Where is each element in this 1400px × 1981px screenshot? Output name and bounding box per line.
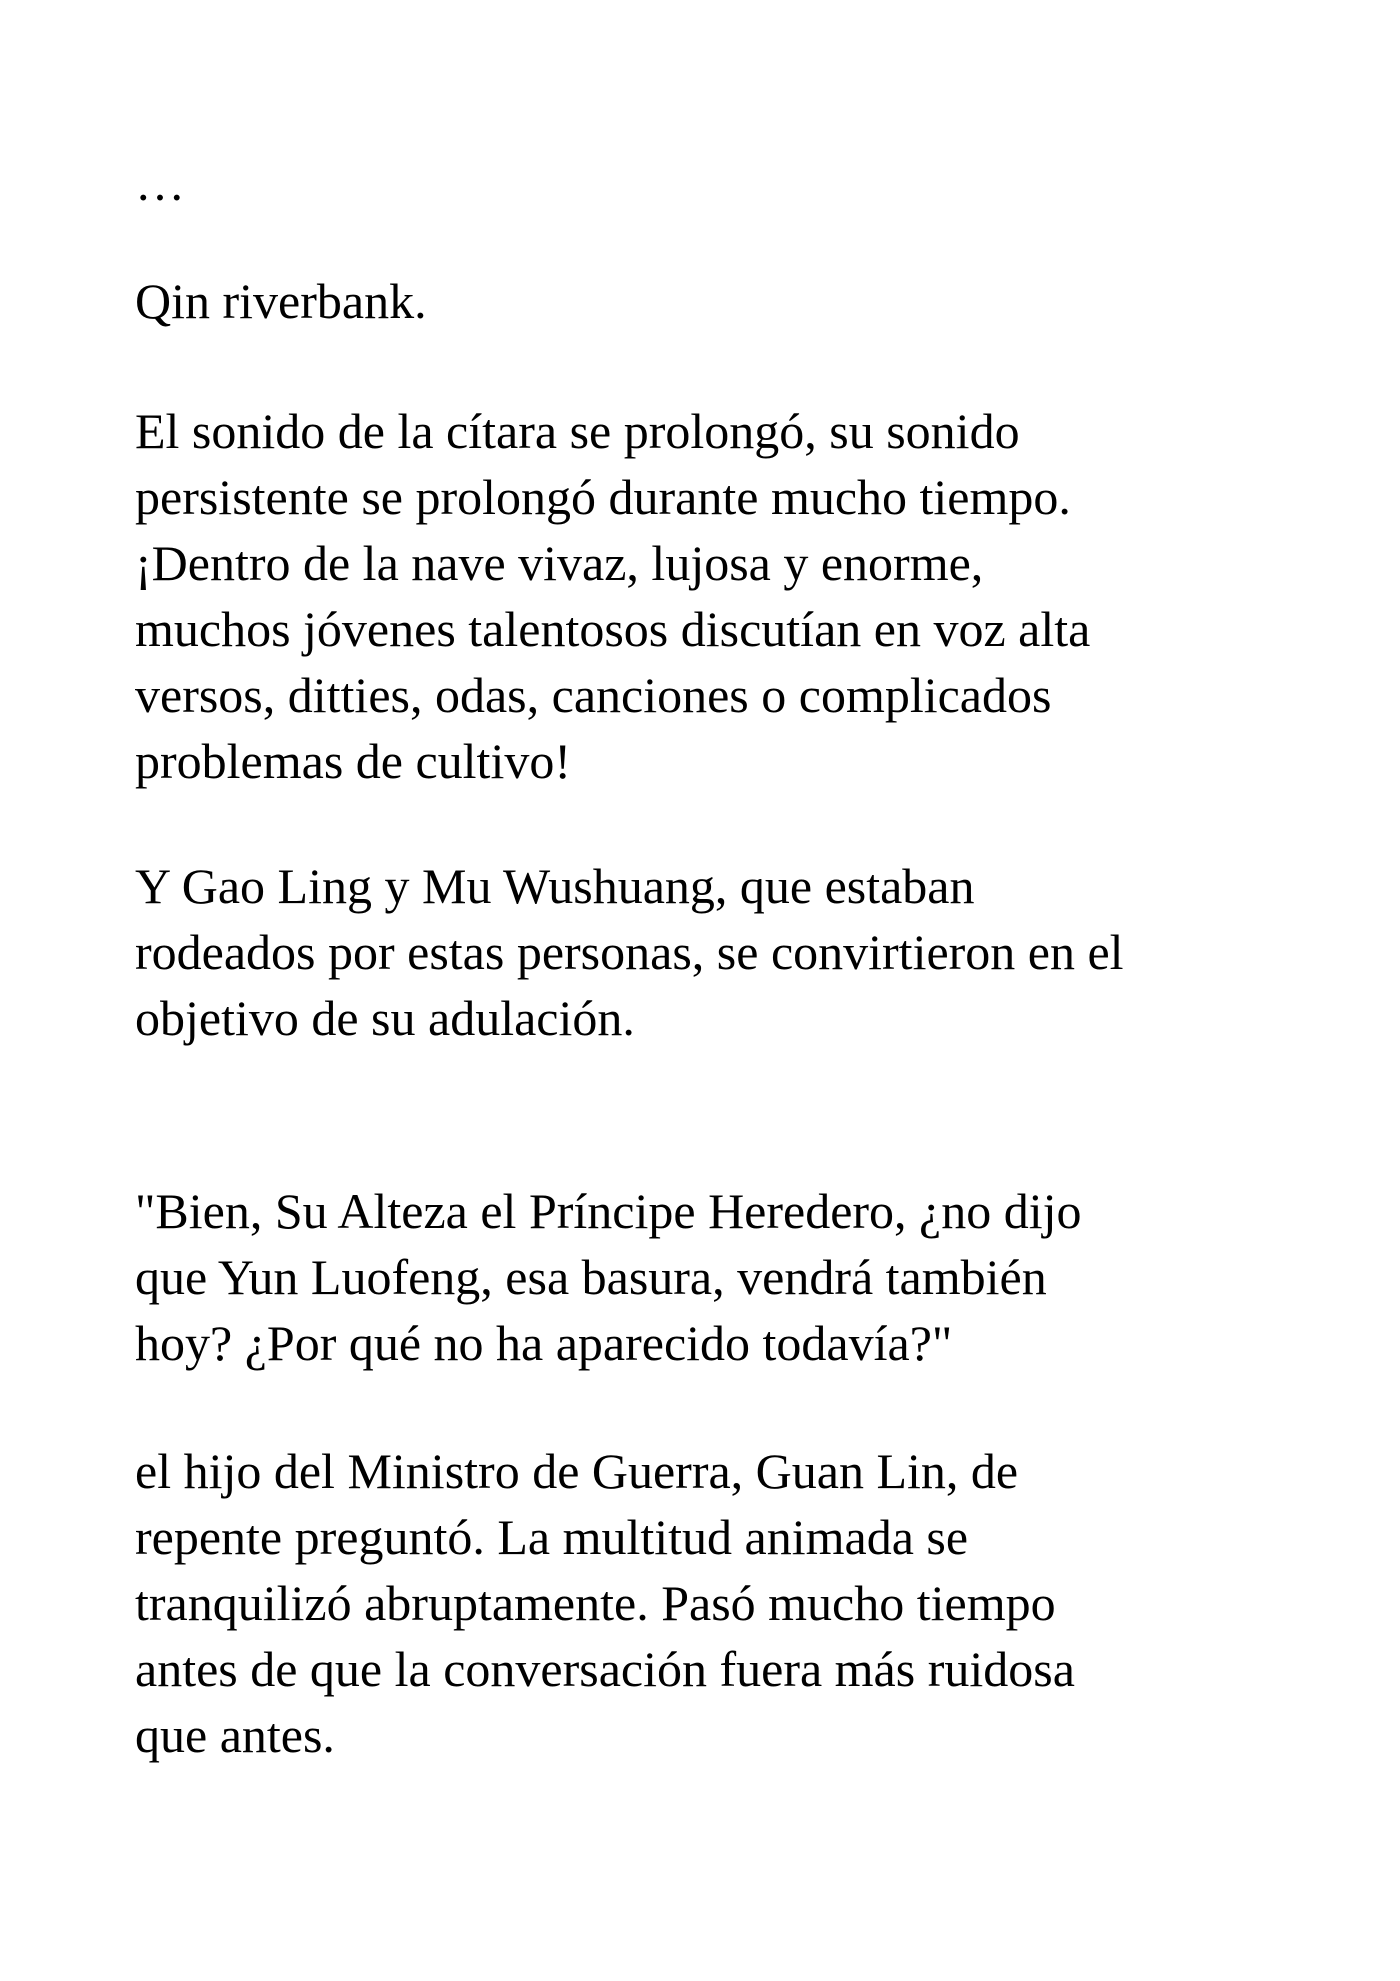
text-line: tranquilizó abruptamente. Pasó mucho tiempo (135, 1575, 1056, 1631)
zither-paragraph (135, 398, 1315, 794)
text-line: repente preguntó. La multitud animada se (135, 1509, 969, 1565)
text-line: el hijo del Ministro de Guerra, Guan Lin, de (135, 1443, 1019, 1499)
adulation-paragraph (135, 853, 1315, 1051)
text-line: Y Gao Ling y Mu Wushuang, que estaban (135, 858, 975, 914)
text-line: muchos jóvenes talentosos discutían en voz alta (135, 601, 1091, 657)
text-line: … (135, 155, 185, 211)
ellipsis-paragraph (135, 150, 1315, 216)
text-line: ¡Dentro de la nave vivaz, lujosa y enorme, (135, 535, 984, 591)
text-line: persistente se prolongó durante mucho tiempo. (135, 469, 1071, 525)
scene-heading-paragraph (135, 268, 1315, 334)
text-line: problemas de cultivo! (135, 733, 571, 789)
text-line: objetivo de su adulación. (135, 990, 635, 1046)
narration-paragraph (135, 1438, 1315, 1768)
text-line: El sonido de la cítara se prolongó, su sonido (135, 403, 1020, 459)
text-line: rodeados por estas personas, se convirtieron en el (135, 924, 1124, 980)
text-line: que Yun Luofeng, esa basura, vendrá también (135, 1249, 1047, 1305)
text-line: hoy? ¿Por qué no ha aparecido todavía?" (135, 1315, 953, 1371)
text-line: versos, ditties, odas, canciones o complicados (135, 667, 1052, 723)
text-line: que antes. (135, 1707, 335, 1763)
dialogue-paragraph (135, 1178, 1315, 1376)
text-line: Qin riverbank. (135, 273, 427, 329)
text-line: antes de que la conversación fuera más ruidosa (135, 1641, 1075, 1697)
text-line: "Bien, Su Alteza el Príncipe Heredero, ¿no dijo (135, 1183, 1082, 1239)
